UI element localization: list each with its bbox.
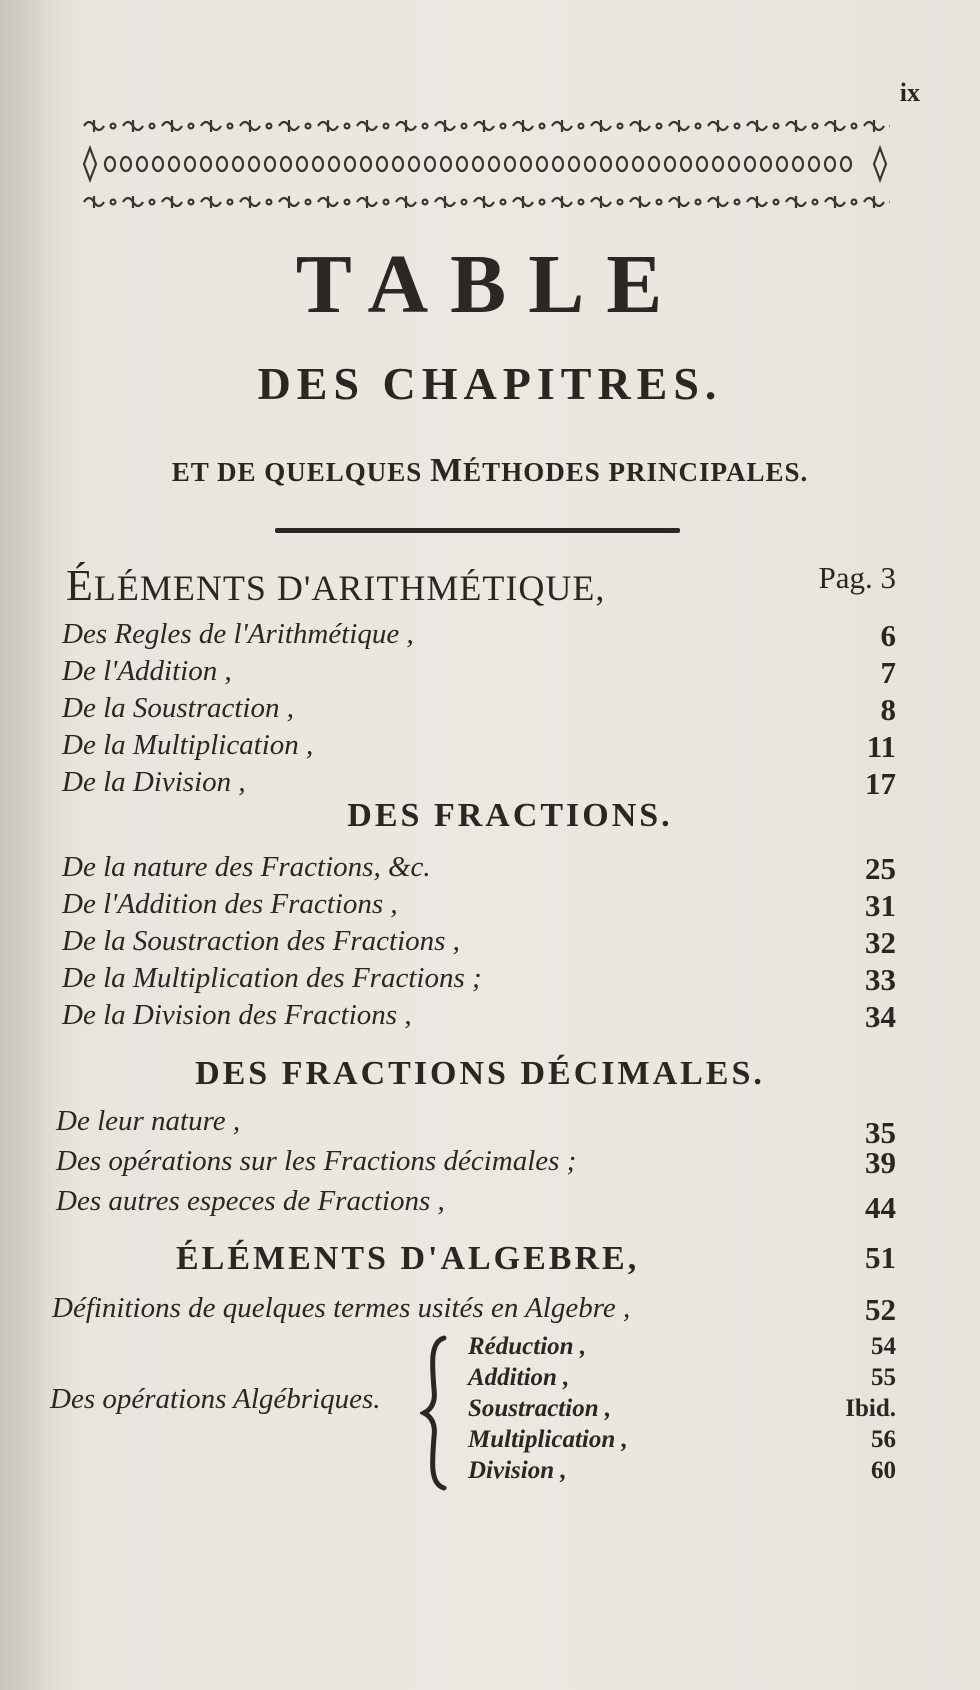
page-subtitle-secondary: ET DE QUELQUES MÉTHODES PRINCIPALES.: [171, 452, 809, 489]
operations-label: Des opérations Algébriques.: [50, 1383, 381, 1415]
section-heading-fractions: DES FRACTIONS.: [347, 797, 673, 834]
page-subtitle: DES CHAPITRES.: [257, 358, 723, 409]
title-rule: [275, 528, 680, 533]
section-heading-decimales: DES FRACTIONS DÉCIMALES.: [195, 1055, 765, 1092]
page-folio: ix: [899, 78, 920, 107]
printers-ornament-band: [80, 108, 890, 220]
curly-brace: [420, 1334, 454, 1492]
page-title: TABLE: [295, 238, 685, 331]
